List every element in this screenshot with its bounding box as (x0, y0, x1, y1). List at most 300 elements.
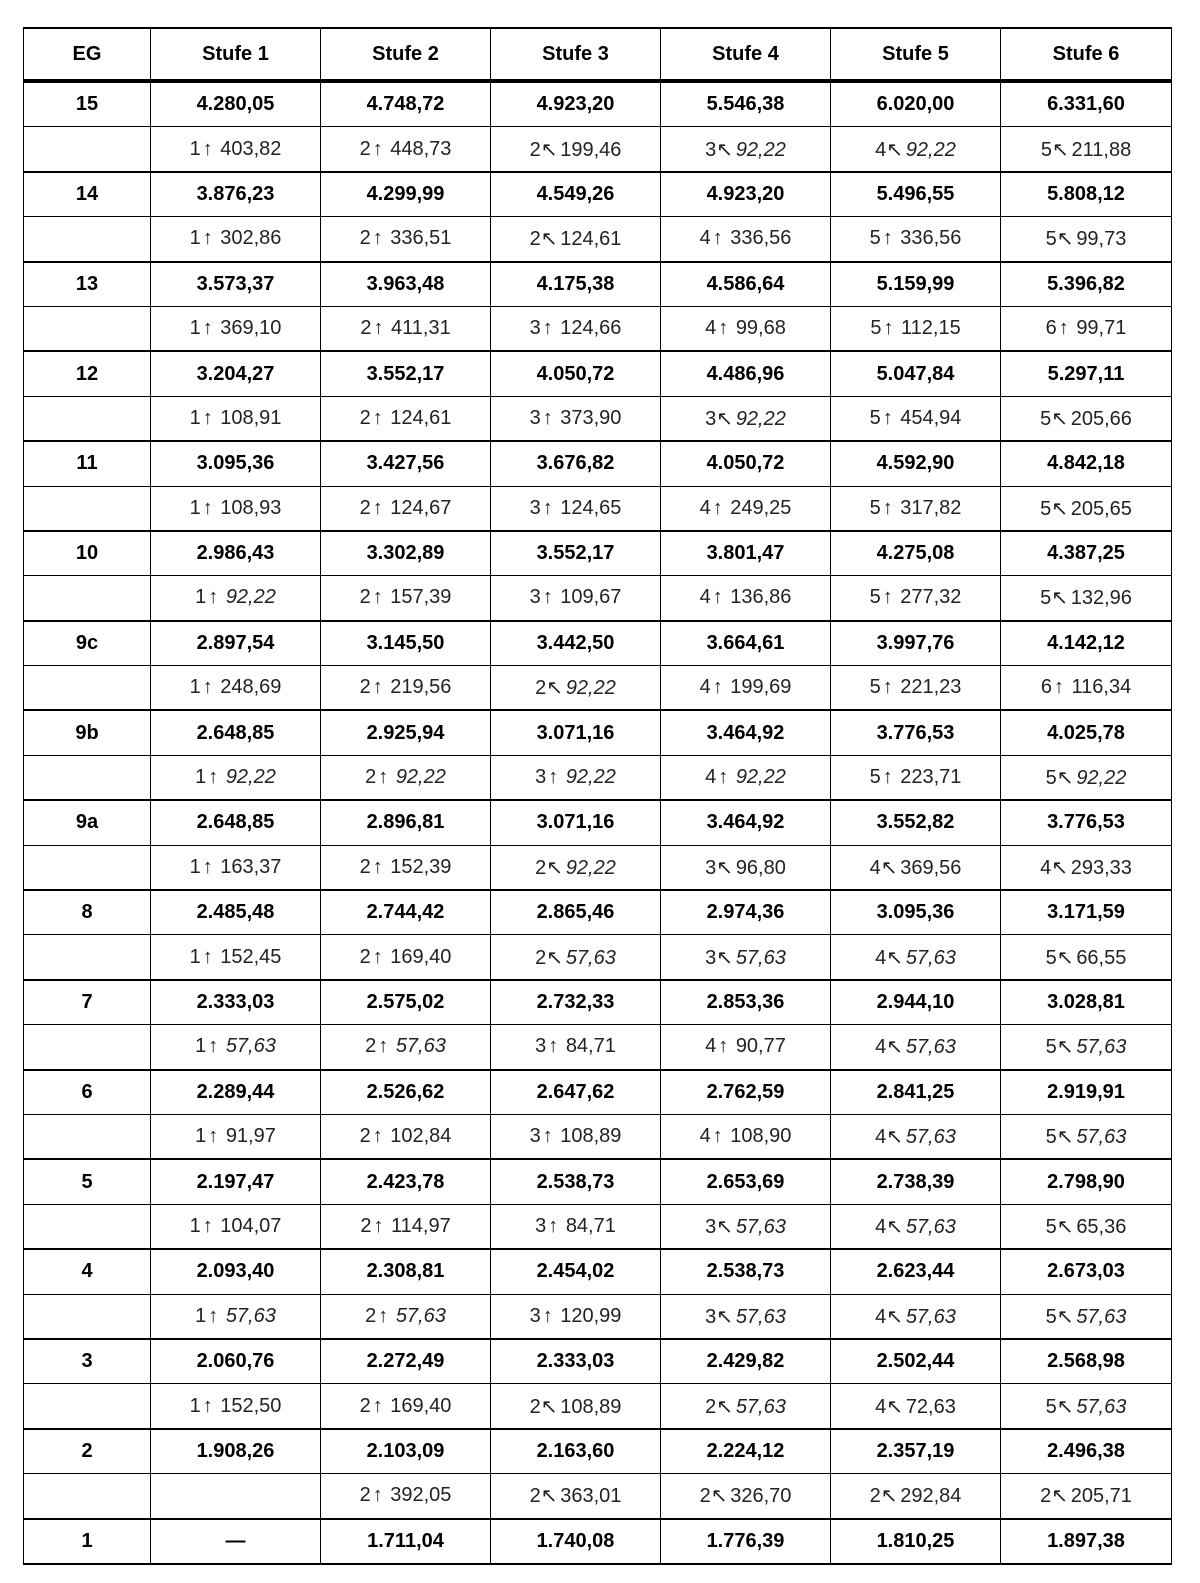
increment-value: 221,23 (900, 676, 962, 699)
arrow-up-icon: ↑ (372, 855, 383, 878)
arrow-up-icon: ↑ (378, 1304, 389, 1327)
increment-stage: 3 (529, 317, 541, 340)
amount-cell: 2.568,98 (1001, 1339, 1172, 1384)
increment-stage: 2 (360, 1214, 372, 1237)
increment-stage: 5 (1045, 767, 1057, 790)
amount-cell: 5.546,38 (661, 81, 831, 127)
table-row (24, 1519, 1172, 1564)
amount-cell: 2.103,09 (321, 1429, 491, 1474)
arrow-up-icon: ↑ (542, 317, 553, 340)
amount-cell: 2.526,62 (321, 1070, 491, 1115)
increment-value: 369,10 (220, 317, 282, 340)
increment-value: 66,55 (1076, 946, 1127, 969)
table-row (24, 81, 1172, 127)
increment-cell (1001, 845, 1172, 890)
increment-value: 92,22 (735, 407, 786, 430)
increment-value: 392,05 (390, 1484, 452, 1507)
increment-stage: 2 (359, 496, 371, 519)
arrow-up-left-icon: ↖ (886, 1215, 904, 1238)
amount-cell: 5.396,82 (1001, 262, 1172, 307)
eg-cell: 1 (24, 1519, 151, 1564)
arrow-up-left-icon: ↖ (716, 1395, 734, 1418)
arrow-up-icon: ↑ (202, 676, 213, 699)
increment-value: 363,01 (560, 1485, 622, 1508)
increment-value: 369,56 (900, 856, 962, 879)
arrow-up-left-icon: ↖ (1056, 1036, 1074, 1059)
amount-cell: 4.050,72 (491, 351, 661, 396)
increment-stage: 2 (359, 676, 371, 699)
increment-stage: 3 (529, 496, 541, 519)
increment-cell (321, 1384, 491, 1429)
increment-cell (831, 127, 1001, 172)
increment-stage: 3 (535, 766, 547, 789)
header-stufe-1: Stufe 1 (151, 28, 321, 81)
increment-value: 57,63 (905, 1305, 956, 1328)
increment-cell (321, 486, 491, 531)
increment-value: 152,45 (220, 945, 282, 968)
increment-value: 57,63 (735, 946, 786, 969)
increment-stage: 1 (189, 406, 201, 429)
increment-cell (1001, 127, 1172, 172)
arrow-up-icon: ↑ (378, 766, 389, 789)
increment-cell (1001, 935, 1172, 980)
increment-cell (151, 1384, 321, 1429)
amount-cell: 3.552,17 (491, 531, 661, 576)
arrow-up-left-icon: ↖ (546, 856, 564, 879)
table-row (24, 1159, 1172, 1204)
increment-value: 57,63 (905, 1126, 956, 1149)
amount-cell: 2.357,19 (831, 1429, 1001, 1474)
amount-cell: 4.486,96 (661, 351, 831, 396)
increment-cell (321, 845, 491, 890)
increment-value: 403,82 (220, 137, 282, 160)
eg-cell-empty (24, 217, 151, 262)
increment-value: 152,39 (390, 855, 452, 878)
increment-stage: 3 (705, 1215, 717, 1238)
header-stufe-5: Stufe 5 (831, 28, 1001, 81)
amount-cell: 3.427,56 (321, 441, 491, 486)
arrow-up-left-icon: ↖ (1056, 1126, 1074, 1149)
increment-value: 124,66 (560, 317, 622, 340)
eg-cell: 3 (24, 1339, 151, 1384)
increment-stage: 4 (875, 1305, 887, 1328)
increment-cell (321, 396, 491, 441)
increment-stage: 5 (1040, 587, 1052, 610)
amount-cell: 3.028,81 (1001, 980, 1172, 1025)
increment-stage: 3 (705, 856, 717, 879)
increment-cell (661, 1294, 831, 1339)
arrow-up-icon: ↑ (208, 1125, 219, 1148)
amount-cell: 2.454,02 (491, 1249, 661, 1294)
increment-stage: 2 (705, 1395, 717, 1418)
increment-cell (491, 1204, 661, 1249)
increment-stage: 2 (535, 946, 547, 969)
increment-stage: 5 (869, 766, 881, 789)
table-row (24, 262, 1172, 307)
increment-value: 84,71 (565, 1035, 616, 1058)
increment-value: 336,56 (730, 227, 792, 250)
arrow-up-left-icon: ↖ (880, 1485, 898, 1508)
arrow-up-left-icon: ↖ (540, 138, 558, 161)
increment-cell (1001, 217, 1172, 262)
increment-cell (491, 217, 661, 262)
increment-stage: 2 (529, 1485, 541, 1508)
increment-stage: 4 (875, 1215, 887, 1238)
increment-stage: 1 (189, 1394, 201, 1417)
increment-value: 124,67 (390, 496, 452, 519)
increment-value: 92,22 (565, 677, 616, 700)
amount-cell: 1.711,04 (321, 1519, 491, 1564)
increment-value: 108,93 (220, 496, 282, 519)
increment-value: 302,86 (220, 227, 282, 250)
increment-cell (661, 935, 831, 980)
table-row (24, 531, 1172, 576)
increment-stage: 6 (1045, 317, 1057, 340)
increment-cell (661, 1025, 831, 1070)
arrow-up-icon: ↑ (208, 766, 219, 789)
table-row (24, 710, 1172, 755)
arrow-up-left-icon: ↖ (886, 1036, 904, 1059)
amount-cell: 2.925,94 (321, 710, 491, 755)
increment-value: 104,07 (220, 1214, 282, 1237)
increment-cell (491, 1384, 661, 1429)
increment-value: 223,71 (900, 766, 962, 789)
increment-value: 99,71 (1076, 317, 1127, 340)
table-row (24, 890, 1172, 935)
increment-value: 326,70 (730, 1485, 792, 1508)
increment-value: 102,84 (390, 1125, 452, 1148)
arrow-up-icon: ↑ (882, 406, 893, 429)
amount-cell: 2.429,82 (661, 1339, 831, 1384)
eg-cell-empty (24, 1294, 151, 1339)
increment-cell (321, 666, 491, 711)
increment-value: 124,61 (560, 228, 622, 251)
amount-cell: 2.496,38 (1001, 1429, 1172, 1474)
amount-cell: 2.197,47 (151, 1159, 321, 1204)
increment-value: 114,97 (391, 1214, 451, 1237)
amount-cell: 2.333,03 (151, 980, 321, 1025)
increment-row (24, 666, 1172, 711)
increment-stage: 4 (699, 496, 711, 519)
increment-cell (151, 1114, 321, 1159)
amount-cell: 2.853,36 (661, 980, 831, 1025)
arrow-up-icon: ↑ (208, 586, 219, 609)
arrow-up-icon: ↑ (883, 317, 894, 340)
increment-cell (151, 396, 321, 441)
increment-cell (831, 396, 1001, 441)
amount-cell: 2.944,10 (831, 980, 1001, 1025)
increment-row (24, 306, 1172, 351)
eg-cell: 7 (24, 980, 151, 1025)
increment-cell (661, 666, 831, 711)
amount-cell: 4.923,20 (491, 81, 661, 127)
eg-cell-empty (24, 1114, 151, 1159)
table-row (24, 351, 1172, 396)
eg-cell-empty (24, 845, 151, 890)
eg-cell-empty (24, 935, 151, 980)
increment-row (24, 755, 1172, 800)
increment-value: 108,89 (560, 1125, 622, 1148)
amount-cell: 4.142,12 (1001, 621, 1172, 666)
header-stufe-2: Stufe 2 (321, 28, 491, 81)
table-row (24, 1249, 1172, 1294)
header-row (24, 28, 1172, 81)
increment-row (24, 127, 1172, 172)
arrow-up-icon: ↑ (372, 1484, 383, 1507)
arrow-up-icon: ↑ (712, 586, 723, 609)
increment-stage: 4 (699, 586, 711, 609)
increment-cell (321, 127, 491, 172)
amount-cell: 4.592,90 (831, 441, 1001, 486)
arrow-up-left-icon: ↖ (1051, 1485, 1068, 1508)
increment-stage: 5 (869, 227, 881, 250)
increment-value: 205,71 (1070, 1485, 1132, 1508)
amount-cell: 2.648,85 (151, 800, 321, 845)
increment-value: 411,31 (391, 317, 451, 340)
eg-cell: 14 (24, 172, 151, 217)
eg-cell: 6 (24, 1070, 151, 1115)
amount-cell: 1.810,25 (831, 1519, 1001, 1564)
increment-value: 205,66 (1070, 407, 1132, 430)
increment-cell (831, 1114, 1001, 1159)
amount-cell: 4.050,72 (661, 441, 831, 486)
table-row (24, 172, 1172, 217)
amount-cell: 2.485,48 (151, 890, 321, 935)
increment-cell (661, 1474, 831, 1519)
arrow-up-icon: ↑ (208, 1035, 219, 1058)
amount-cell: 5.297,11 (1001, 351, 1172, 396)
amount-cell: 3.552,82 (831, 800, 1001, 845)
increment-value: 91,97 (225, 1125, 276, 1148)
increment-cell (151, 1204, 321, 1249)
eg-cell: 15 (24, 81, 151, 127)
increment-value: 112,15 (901, 317, 961, 340)
increment-value: 57,63 (905, 1036, 956, 1059)
increment-stage: 3 (529, 1304, 541, 1327)
increment-stage: 1 (195, 1035, 207, 1058)
increment-stage: 5 (1045, 1036, 1057, 1059)
increment-cell (151, 576, 321, 621)
arrow-up-icon: ↑ (202, 137, 213, 160)
increment-stage: 4 (875, 1036, 887, 1059)
amount-cell: 4.923,20 (661, 172, 831, 217)
increment-cell (151, 935, 321, 980)
increment-stage: 4 (875, 138, 887, 161)
arrow-up-left-icon: ↖ (1056, 1215, 1074, 1238)
increment-value: 163,37 (220, 855, 282, 878)
amount-cell: 1.897,38 (1001, 1519, 1172, 1564)
amount-cell: 3.302,89 (321, 531, 491, 576)
amount-cell: 4.175,38 (491, 262, 661, 307)
increment-stage: 1 (189, 137, 201, 160)
increment-cell (491, 1114, 661, 1159)
amount-cell: 3.664,61 (661, 621, 831, 666)
increment-value: 108,89 (560, 1395, 622, 1418)
increment-value: 57,63 (735, 1305, 786, 1328)
increment-row (24, 1114, 1172, 1159)
amount-cell: 1.776,39 (661, 1519, 831, 1564)
increment-value: 157,39 (390, 586, 452, 609)
increment-value: 57,63 (1076, 1395, 1127, 1418)
amount-cell: 3.776,53 (1001, 800, 1172, 845)
increment-value: 57,63 (905, 1215, 956, 1238)
increment-cell (151, 217, 321, 262)
eg-cell: 4 (24, 1249, 151, 1294)
increment-value: 124,65 (560, 496, 622, 519)
increment-cell (1001, 1294, 1172, 1339)
amount-cell: 4.387,25 (1001, 531, 1172, 576)
arrow-up-left-icon: ↖ (540, 228, 558, 251)
eg-cell-empty (24, 1384, 151, 1429)
increment-cell (321, 1294, 491, 1339)
arrow-up-icon: ↑ (542, 1125, 553, 1148)
increment-stage: 5 (869, 496, 881, 519)
increment-cell (831, 217, 1001, 262)
arrow-up-icon: ↑ (882, 586, 893, 609)
increment-cell (661, 576, 831, 621)
arrow-up-icon: ↑ (372, 586, 383, 609)
arrow-up-left-icon: ↖ (716, 856, 734, 879)
arrow-up-left-icon: ↖ (886, 138, 904, 161)
increment-stage: 4 (699, 227, 711, 250)
increment-value: 92,22 (1076, 767, 1127, 790)
arrow-up-left-icon: ↖ (540, 1485, 558, 1508)
amount-cell: 2.333,03 (491, 1339, 661, 1384)
arrow-up-icon: ↑ (718, 766, 729, 789)
arrow-up-icon: ↑ (372, 676, 383, 699)
arrow-up-icon: ↑ (542, 586, 553, 609)
table-row (24, 1070, 1172, 1115)
increment-stage: 1 (195, 586, 207, 609)
increment-value: 92,22 (395, 766, 446, 789)
increment-value: 219,56 (390, 676, 452, 699)
arrow-up-icon: ↑ (202, 945, 213, 968)
increment-value: 120,99 (560, 1304, 622, 1327)
eg-cell: 9a (24, 800, 151, 845)
increment-stage: 1 (195, 1125, 207, 1148)
arrow-up-left-icon: ↖ (716, 1305, 734, 1328)
increment-cell (1001, 486, 1172, 531)
increment-stage: 2 (359, 1125, 371, 1148)
amount-cell: 2.865,46 (491, 890, 661, 935)
increment-row (24, 1384, 1172, 1429)
increment-row (24, 1025, 1172, 1070)
increment-cell (151, 666, 321, 711)
increment-row (24, 935, 1172, 980)
arrow-up-icon: ↑ (202, 227, 213, 250)
increment-stage: 4 (869, 856, 881, 879)
arrow-up-icon: ↑ (202, 1214, 213, 1237)
amount-cell: 2.762,59 (661, 1070, 831, 1115)
increment-value: 199,46 (560, 138, 622, 161)
arrow-up-left-icon: ↖ (716, 138, 734, 161)
increment-value: 57,63 (225, 1035, 276, 1058)
increment-cell (661, 217, 831, 262)
increment-stage: 1 (189, 945, 201, 968)
amount-cell: 2.798,90 (1001, 1159, 1172, 1204)
arrow-up-left-icon: ↖ (880, 856, 898, 879)
increment-cell (321, 1025, 491, 1070)
arrow-up-icon: ↑ (882, 676, 893, 699)
increment-row (24, 486, 1172, 531)
arrow-up-icon: ↑ (1058, 317, 1069, 340)
increment-stage: 2 (359, 945, 371, 968)
increment-row (24, 576, 1172, 621)
increment-row (24, 1294, 1172, 1339)
increment-cell (321, 1204, 491, 1249)
increment-stage: 2 (1040, 1485, 1052, 1508)
increment-cell (151, 1025, 321, 1070)
table-row (24, 621, 1172, 666)
increment-value: 92,22 (565, 856, 616, 879)
increment-value: 169,40 (390, 945, 452, 968)
increment-cell (321, 755, 491, 800)
arrow-up-icon: ↑ (712, 496, 723, 519)
increment-value: 92,22 (905, 138, 956, 161)
arrow-up-icon: ↑ (373, 317, 384, 340)
increment-row (24, 396, 1172, 441)
arrow-up-icon: ↑ (202, 496, 213, 519)
increment-value: 57,63 (565, 946, 616, 969)
increment-stage: 2 (529, 138, 541, 161)
increment-value: 152,50 (220, 1394, 282, 1417)
amount-cell: 2.897,54 (151, 621, 321, 666)
increment-stage: 2 (360, 317, 372, 340)
increment-cell (491, 486, 661, 531)
amount-cell: 2.744,42 (321, 890, 491, 935)
eg-cell-empty (24, 1204, 151, 1249)
increment-cell (491, 127, 661, 172)
increment-stage: 2 (359, 586, 371, 609)
increment-value: 116,34 (1071, 676, 1132, 699)
header-stufe-6: Stufe 6 (1001, 28, 1172, 81)
arrow-up-icon: ↑ (542, 496, 553, 519)
eg-cell: 11 (24, 441, 151, 486)
amount-cell: 3.776,53 (831, 710, 1001, 755)
increment-stage: 4 (875, 1126, 887, 1149)
arrow-up-icon: ↑ (718, 1035, 729, 1058)
increment-value: 57,63 (735, 1395, 786, 1418)
amount-cell: 4.299,99 (321, 172, 491, 217)
amount-cell: 2.163,60 (491, 1429, 661, 1474)
amount-cell: 3.071,16 (491, 710, 661, 755)
amount-cell: 1.908,26 (151, 1429, 321, 1474)
eg-cell-empty (24, 1474, 151, 1519)
increment-value: 65,36 (1076, 1215, 1127, 1238)
increment-stage: 2 (535, 677, 547, 700)
arrow-up-icon: ↑ (1053, 676, 1064, 699)
increment-value: 454,94 (900, 406, 962, 429)
eg-cell-empty (24, 396, 151, 441)
arrow-up-icon: ↑ (202, 1394, 213, 1417)
increment-value: 336,56 (900, 227, 962, 250)
amount-cell: 2.538,73 (661, 1249, 831, 1294)
increment-stage: 5 (869, 586, 881, 609)
amount-cell: 3.464,92 (661, 710, 831, 755)
increment-stage: 5 (1045, 1305, 1057, 1328)
increment-row (24, 845, 1172, 890)
increment-cell (661, 396, 831, 441)
increment-stage: 3 (529, 406, 541, 429)
arrow-up-icon: ↑ (372, 1394, 383, 1417)
increment-stage: 2 (869, 1485, 881, 1508)
increment-cell (491, 1025, 661, 1070)
eg-cell-empty (24, 576, 151, 621)
increment-cell (151, 1474, 321, 1519)
amount-cell: 3.171,59 (1001, 890, 1172, 935)
arrow-up-icon: ↑ (372, 496, 383, 519)
arrow-up-left-icon: ↖ (886, 1305, 904, 1328)
